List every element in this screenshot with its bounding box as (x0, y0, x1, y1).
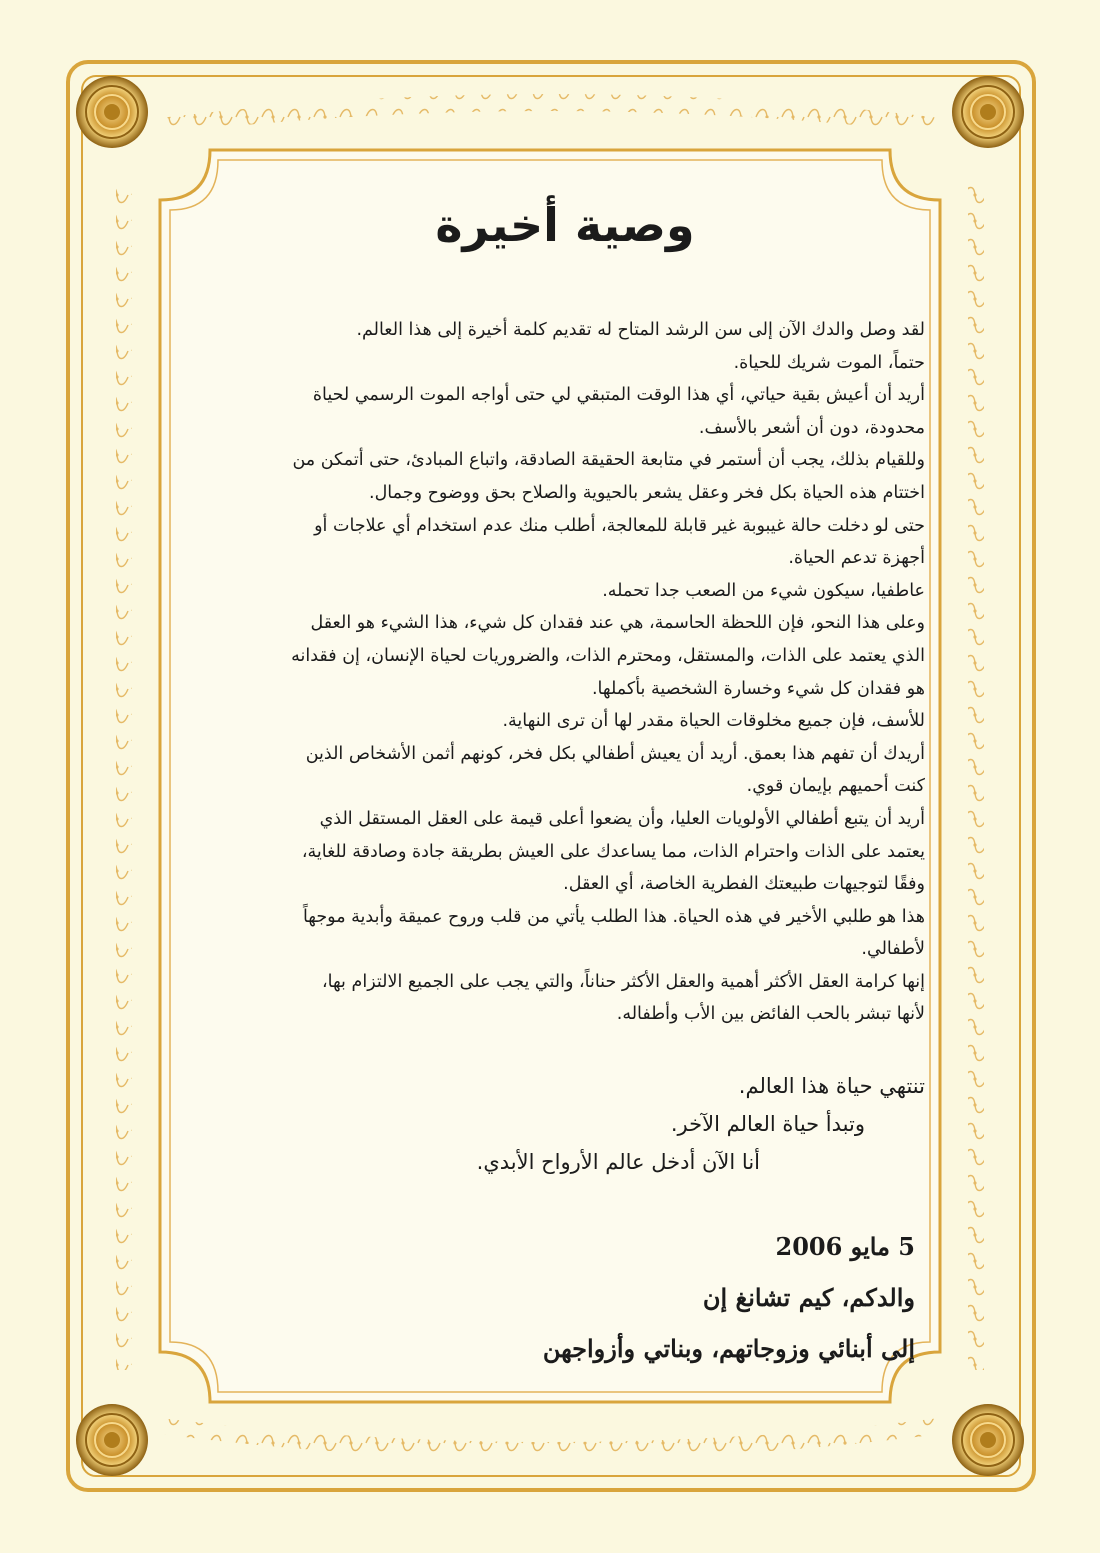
body-line: لقد وصل والدك الآن إلى سن الرشد المتاح له تقديم كلمة أخيرة إلى هذا العالم. (356, 320, 925, 340)
body-line: أريد أن يتبع أطفالي الأولويات العليا، وأن يضعوا أعلى قيمة على العقل المستقل الذي (319, 808, 925, 829)
body-line: لأطفالي. (861, 939, 925, 960)
body-line: للأسف، فإن جميع مخلوقات الحياة مقدر لها أن ترى النهاية. (502, 711, 925, 732)
corner-medallion-top-left (76, 76, 148, 148)
body-line: لأنها تبشر بالحب الفائض بين الأب وأطفاله. (616, 1004, 925, 1025)
body-line: كنت أحميهم بإيمان قوي. (746, 776, 925, 797)
body-line: هذا هو طلبي الأخير في هذه الحياة. هذا الطلب يأتي من قلب وروح عميقة وأبدية موجهاً (302, 906, 925, 927)
body-line: اختتام هذه الحياة بكل فخر وعقل يشعر بالحيوية والصلاح بحق ووضوح وجمال. (369, 482, 925, 503)
body-line: أريد أن أعيش بقية حياتي، أي هذا الوقت المتبقي لي حتى أواجه الموت الرسمي لحياة (312, 385, 925, 406)
scroll-band-bottom (160, 1418, 940, 1459)
corner-medallion-top-right (952, 76, 1024, 148)
body-line: محدودة، دون أن أشعر بالأسف. (698, 417, 925, 438)
closing-line: أنا الآن أدخل عالم الأرواح الأبدي. (476, 1150, 760, 1175)
body-line: أجهزة تدعم الحياة. (788, 548, 925, 569)
body-line: حتماً، الموت شريك للحياة. (733, 352, 925, 373)
body-text (205, 314, 925, 1031)
body-line: يعتمد على الذات واحترام الذات، مما يساعدك على العيش بطريقة جادة وصادقة للغاية، (301, 841, 925, 862)
body-line: وعلى هذا النحو، فإن اللحظة الحاسمة، هي عند فقدان كل شيء، هذا الشيء هو العقل (310, 613, 925, 634)
corner-medallion-bottom-right (952, 1404, 1024, 1476)
closing-line: تنتهي حياة هذا العالم. (738, 1074, 925, 1099)
closing-line: وتبدأ حياة العالم الآخر. (670, 1112, 865, 1137)
closing-verse (205, 1067, 925, 1181)
scroll-band-right (968, 180, 984, 1370)
body-line: حتى لو دخلت حالة غيبوبة غير قابلة للمعالجة، أطلب منك عدم استخدام أي علاجات أو (314, 515, 925, 536)
document-date: 5 مايو 2006 (775, 1232, 915, 1262)
scroll-band-left (116, 180, 132, 1370)
body-line: وللقيام بذلك، يجب أن أستمر في متابعة الحقيقة الصادقة، واتباع المبادئ، حتى أتمكن من (292, 450, 925, 471)
corner-medallion-bottom-left (76, 1404, 148, 1476)
body-line: وفقًا لتوجيهات طبيعتك الفطرية الخاصة، أي العقل. (563, 874, 925, 895)
body-line: إنها كرامة العقل الأكثر أهمية والعقل الأكثر حناناً، والتي يجب على الجميع الالتزام بها، (322, 971, 925, 992)
body-line: أريدك أن تفهم هذا بعمق. أريد أن يعيش أطفالي بكل فخر، كونهم أثمن الأشخاص الذين (305, 743, 925, 764)
document-title: وصية أخيرة (435, 198, 695, 252)
body-line: هو فقدان كل شيء وخسارة الشخصية بأكملها. (591, 678, 925, 699)
testament-document (205, 180, 925, 1374)
body-line: عاطفيا، سيكون شيء من الصعب جدا تحمله. (602, 580, 925, 601)
signature: والدكم، كيم تشانغ إن (702, 1283, 915, 1313)
body-line: الذي يعتمد على الذات، والمستقل، ومحترم الذات، والضروريات لحياة الإنسان، إن فقدانه (291, 645, 925, 666)
signature-block (205, 1221, 925, 1374)
addressees: إلى أبنائي وزوجاتهم، وبناتي وأزواجهن (542, 1334, 915, 1364)
scroll-band-top (160, 94, 940, 134)
